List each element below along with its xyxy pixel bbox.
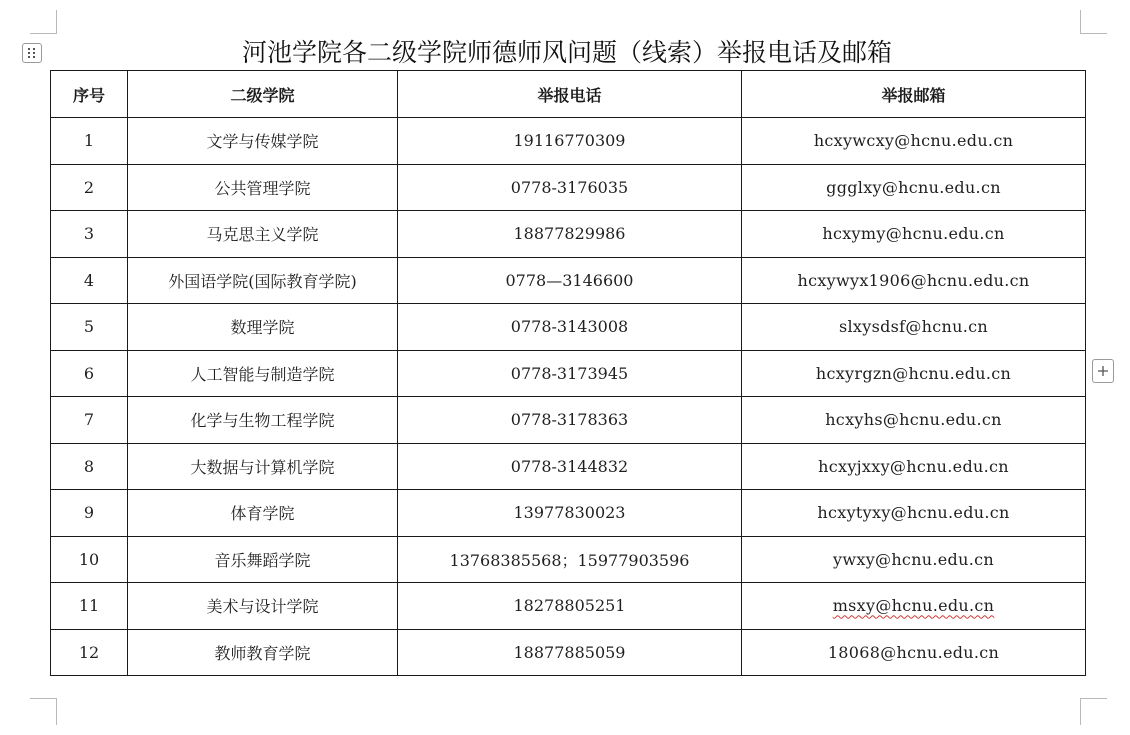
table-row — [51, 350, 1086, 397]
cell-phone: 0778-3176035 — [398, 164, 742, 211]
cell-phone: 0778-3143008 — [398, 304, 742, 351]
page-corner-mark-bottom-right — [1080, 698, 1107, 725]
cell-phone: 0778-3173945 — [398, 350, 742, 397]
cell-college: 人工智能与制造学院 — [128, 350, 398, 397]
cell-college: 美术与设计学院 — [128, 583, 398, 630]
cell-email: hcxytyxy@hcnu.edu.cn — [742, 490, 1086, 537]
page-corner-mark-top-right — [1080, 10, 1107, 34]
cell-no: 1 — [51, 118, 128, 165]
cell-phone: 19116770309 — [398, 118, 742, 165]
table-row — [51, 443, 1086, 490]
cell-no: 6 — [51, 350, 128, 397]
table-row — [51, 397, 1086, 444]
table-row — [51, 164, 1086, 211]
cell-email: hcxywyx1906@hcnu.edu.cn — [742, 257, 1086, 304]
cell-no: 12 — [51, 629, 128, 676]
header-college: 二级学院 — [128, 71, 398, 118]
cell-email: hcxyrgzn@hcnu.edu.cn — [742, 350, 1086, 397]
table-row — [51, 536, 1086, 583]
cell-college: 外国语学院(国际教育学院) — [128, 257, 398, 304]
cell-phone: 13768385568；15977903596 — [398, 536, 742, 583]
cell-email: hcxymy@hcnu.edu.cn — [742, 211, 1086, 258]
cell-college: 公共管理学院 — [128, 164, 398, 211]
table-move-handle[interactable] — [22, 43, 42, 63]
cell-no: 11 — [51, 583, 128, 630]
page-corner-mark-top-left — [30, 10, 57, 34]
cell-no: 7 — [51, 397, 128, 444]
cell-college: 体育学院 — [128, 490, 398, 537]
cell-phone: 13977830023 — [398, 490, 742, 537]
cell-no: 2 — [51, 164, 128, 211]
cell-email: hcxyhs@hcnu.edu.cn — [742, 397, 1086, 444]
cell-college: 音乐舞蹈学院 — [128, 536, 398, 583]
cell-phone: 0778-3178363 — [398, 397, 742, 444]
table-row — [51, 304, 1086, 351]
table-row — [51, 583, 1086, 630]
cell-email: 18068@hcnu.edu.cn — [742, 629, 1086, 676]
cell-no: 9 — [51, 490, 128, 537]
cell-college: 马克思主义学院 — [128, 211, 398, 258]
cell-no: 4 — [51, 257, 128, 304]
header-phone: 举报电话 — [398, 71, 742, 118]
table-row — [51, 118, 1086, 165]
cell-no: 10 — [51, 536, 128, 583]
plus-icon — [1097, 365, 1109, 377]
table-row — [51, 490, 1086, 537]
cell-email — [742, 583, 1086, 630]
document-title: 河池学院各二级学院师德师风问题（线索）举报电话及邮箱 — [241, 38, 892, 67]
cell-email: slxysdsf@hcnu.cn — [742, 304, 1086, 351]
cell-email: hcxyjxxy@hcnu.edu.cn — [742, 443, 1086, 490]
cell-email: ggglxy@hcnu.edu.cn — [742, 164, 1086, 211]
cell-no: 3 — [51, 211, 128, 258]
table-header-row — [51, 71, 1086, 118]
report-contacts-table — [50, 70, 1086, 676]
move-grid-icon — [27, 47, 37, 59]
cell-phone: 0778—3146600 — [398, 257, 742, 304]
add-row-button[interactable] — [1092, 359, 1114, 383]
cell-phone: 0778-3144832 — [398, 443, 742, 490]
cell-no: 8 — [51, 443, 128, 490]
header-email: 举报邮箱 — [742, 71, 1086, 118]
cell-phone: 18877829986 — [398, 211, 742, 258]
cell-college: 大数据与计算机学院 — [128, 443, 398, 490]
cell-college: 数理学院 — [128, 304, 398, 351]
table-row — [51, 257, 1086, 304]
cell-college: 化学与生物工程学院 — [128, 397, 398, 444]
page-corner-mark-bottom-left — [30, 698, 57, 725]
spellcheck-underlined-email: msxy@hcnu.edu.cn — [832, 596, 995, 616]
cell-phone: 18278805251 — [398, 583, 742, 630]
table-row — [51, 211, 1086, 258]
cell-phone: 18877885059 — [398, 629, 742, 676]
cell-email: hcxywcxy@hcnu.edu.cn — [742, 118, 1086, 165]
cell-college: 教师教育学院 — [128, 629, 398, 676]
cell-no: 5 — [51, 304, 128, 351]
cell-email: ywxy@hcnu.edu.cn — [742, 536, 1086, 583]
header-no: 序号 — [51, 71, 128, 118]
table-row — [51, 629, 1086, 676]
cell-college: 文学与传媒学院 — [128, 118, 398, 165]
